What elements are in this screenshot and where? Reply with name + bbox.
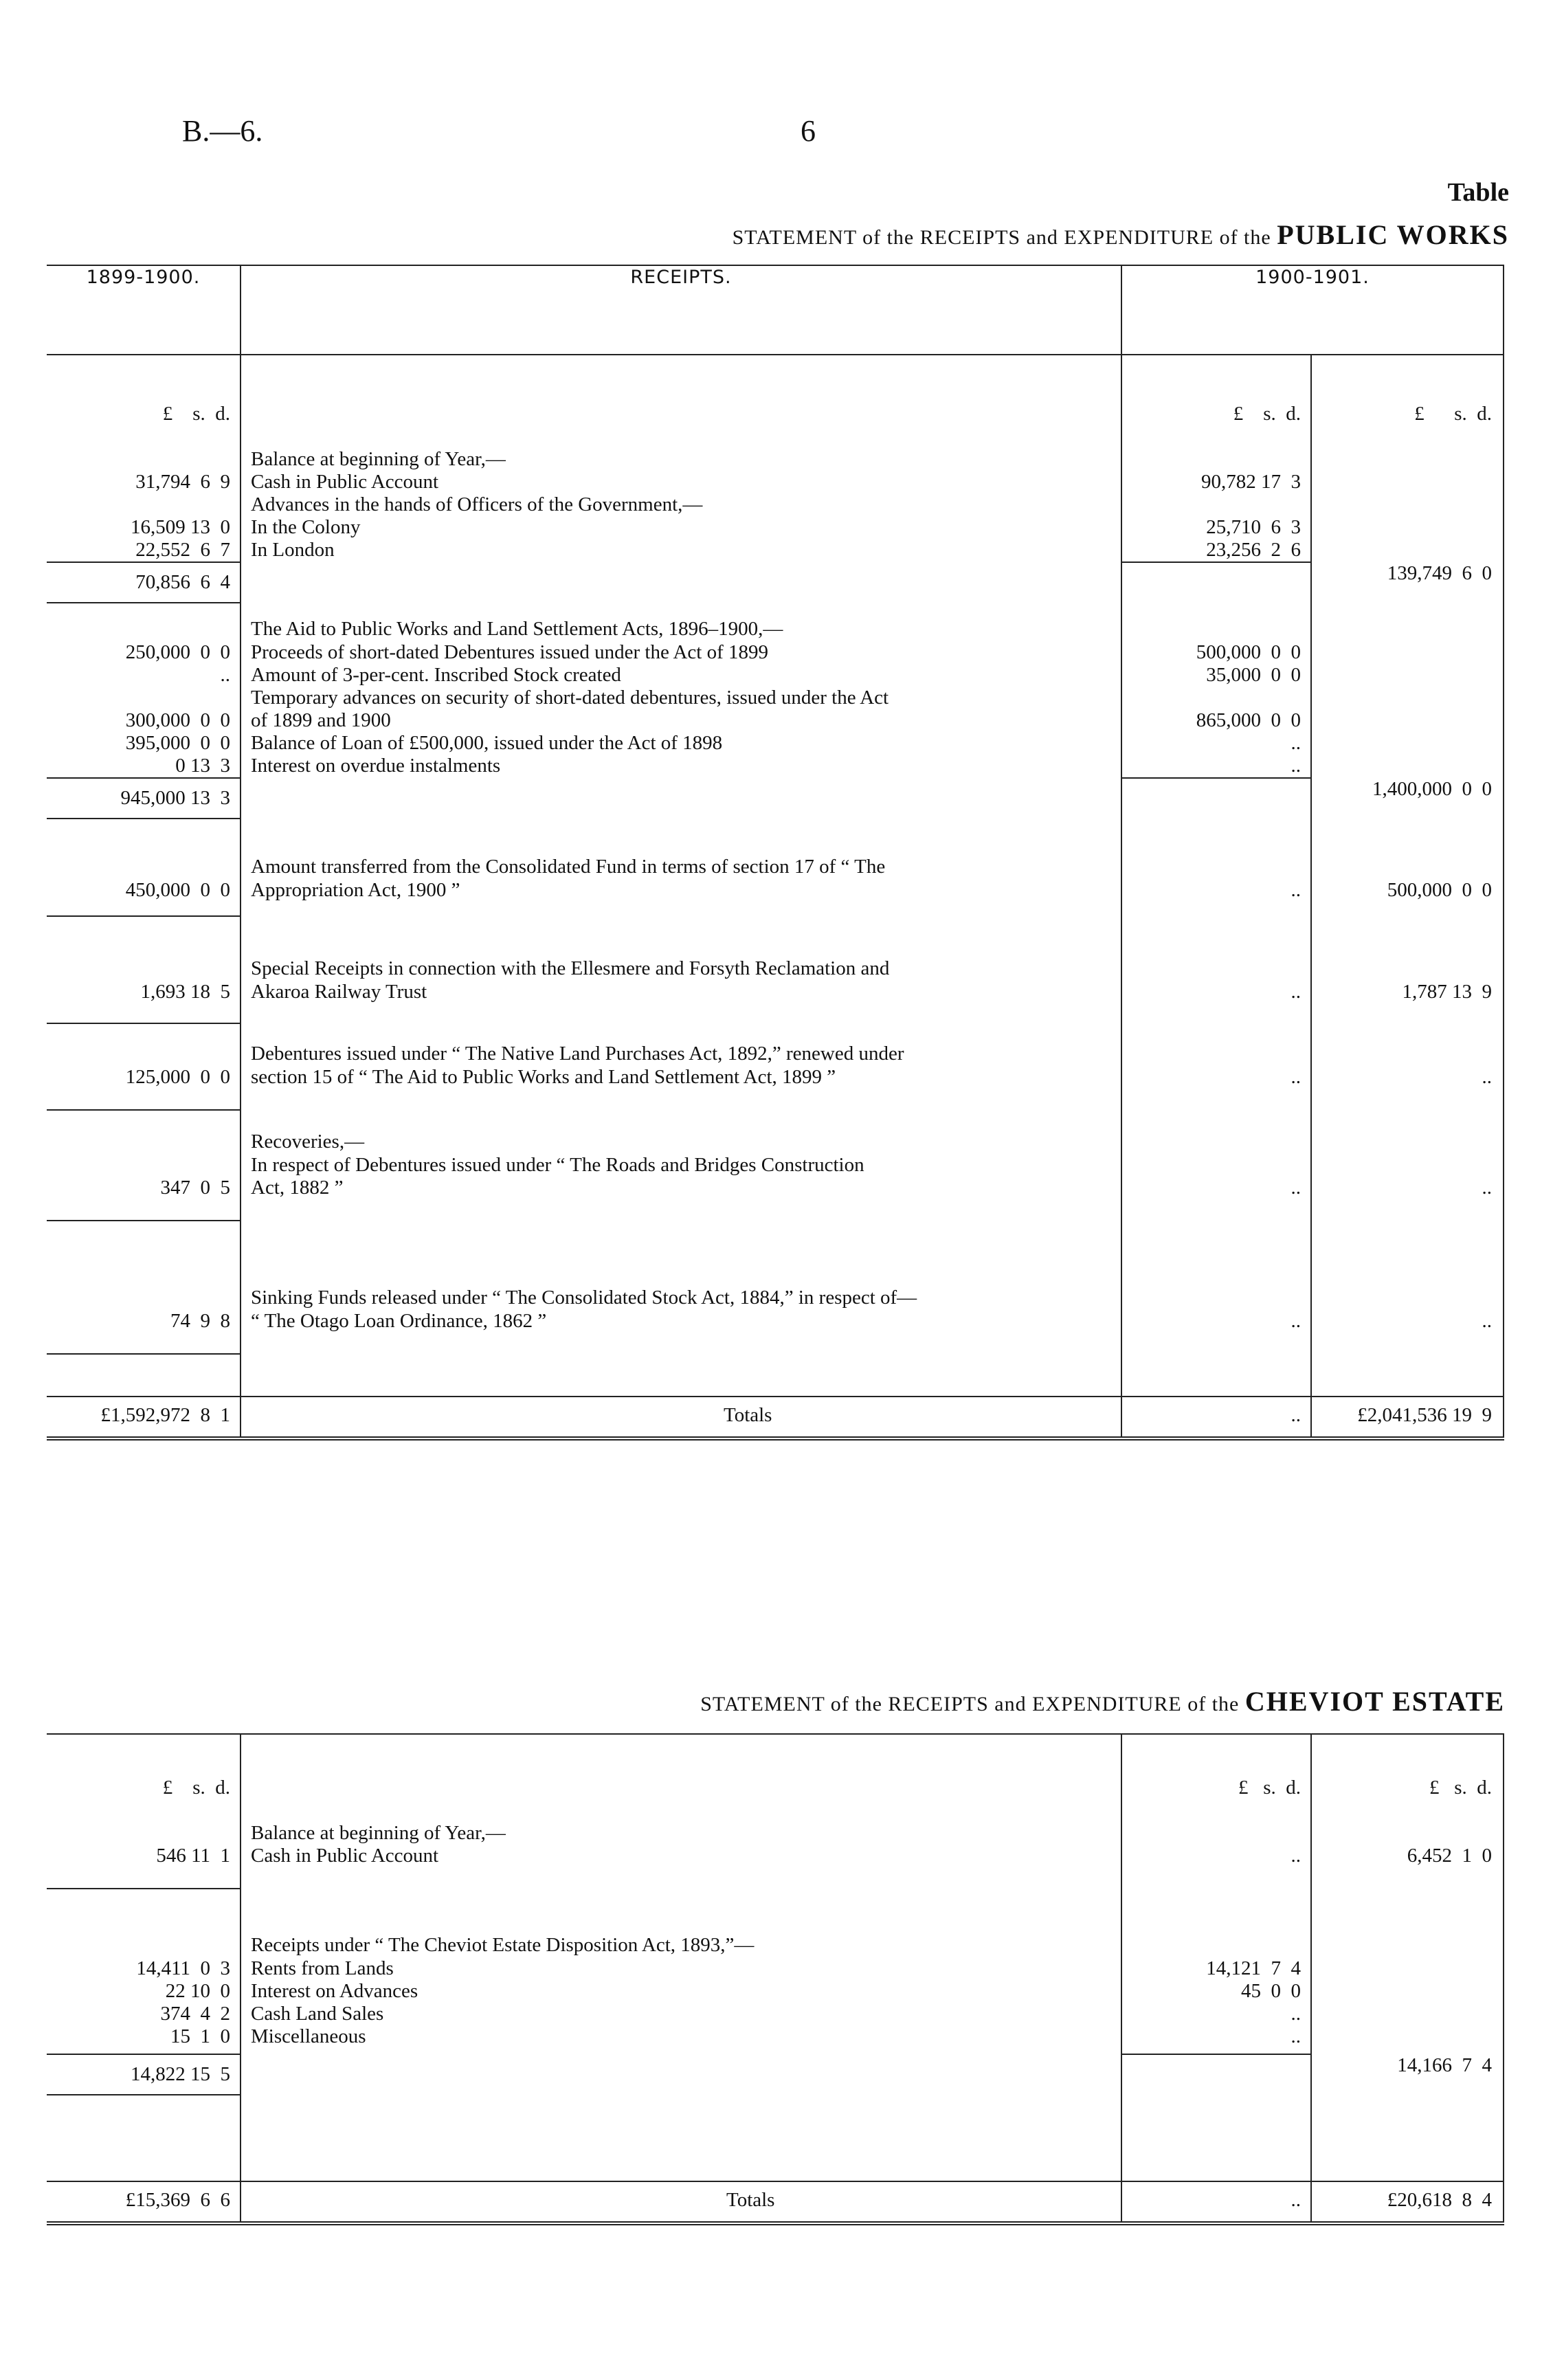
table-row: Special Receipts in connection with the Ellesmere and Forsyth Reclamation and [47, 916, 1504, 981]
table-row: Debentures issued under “ The Native Land Purchases Act, 1892,” renewed under [47, 1023, 1504, 1066]
col-curr-year: 1900-1901. [1121, 265, 1504, 355]
subtotal-row: 14,822 15 5 14,166 7 4 [47, 2054, 1504, 2095]
table-row: Balance at beginning of Year,— [47, 1822, 1504, 1845]
subtotal-row: 70,856 6 4 139,749 6 0 [47, 562, 1504, 603]
table-row: Receipts under “ The Cheviot Estate Disposition Act, 1893,”— [47, 1889, 1504, 1957]
table-row: Recoveries,— [47, 1110, 1504, 1154]
table-row: .. Amount of 3-per-cent. Inscribed Stock created 35,000 0 0 [47, 664, 1504, 687]
table-row: Balance at beginning of Year,— [47, 448, 1504, 471]
table-row: 450,000 0 0 Appropriation Act, 1900 ” .. 500,000 0 0 [47, 879, 1504, 916]
table-row: 0 13 3 Interest on overdue instalments .. [47, 755, 1504, 778]
spacer-row [47, 1354, 1504, 1397]
table-row: 15 1 0 Miscellaneous .. [47, 2025, 1504, 2054]
table-row: The Aid to Public Works and Land Settlement Acts, 1896–1900,— [47, 603, 1504, 641]
table-row: 395,000 0 0 Balance of Loan of £500,000, issued under the Act of 1898 .. [47, 732, 1504, 755]
public-works-receipts-table [47, 265, 1504, 1441]
totals-row: £15,369 6 6 Totals .. £20,618 8 4 [47, 2181, 1504, 2223]
table-row: 546 11 1 Cash in Public Account .. 6,452 1 0 [47, 1845, 1504, 1889]
table-row: 16,509 13 0 In the Colony 25,710 6 3 [47, 516, 1504, 539]
col-receipts: RECEIPTS. [241, 265, 1121, 355]
subtotal-row: 945,000 13 3 1,400,000 0 0 [47, 778, 1504, 819]
table-row: Sinking Funds released under “ The Consolidated Stock Act, 1884,” in respect of— [47, 1221, 1504, 1310]
table-row: Amount transferred from the Consolidated Fund in terms of section 17 of “ The [47, 819, 1504, 879]
totals-row: £1,592,972 8 1 Totals .. £2,041,536 19 9 [47, 1397, 1504, 1438]
table-row: 1,693 18 5 Akaroa Railway Trust .. 1,787 13 9 [47, 981, 1504, 1023]
spacer-row [47, 2095, 1504, 2181]
cheviot-estate-receipts-table [47, 1733, 1504, 2225]
currency-row: £ s. d. £ s. d. £ s. d. [47, 1734, 1504, 1822]
col-prev-year: 1899-1900. [47, 265, 241, 355]
table-label: Table [1447, 178, 1509, 207]
currency-row: £ s. d. £ s. d. £ s. d. [47, 355, 1504, 448]
page-number: 6 [801, 114, 816, 148]
table-row: 347 0 5 Act, 1882 ” .. .. [47, 1177, 1504, 1221]
table-row: In respect of Debentures issued under “ The Roads and Bridges Construction [47, 1154, 1504, 1177]
table-row: 31,794 6 9 Cash in Public Account 90,782 17 3 [47, 471, 1504, 493]
table-row: 374 4 2 Cash Land Sales .. [47, 2003, 1504, 2025]
statement-title-public-works: STATEMENT of the RECEIPTS and EXPENDITURE of the PUBLIC WORKS [732, 219, 1509, 250]
table-row: Temporary advances on security of short-dated debentures, issued under the Act [47, 687, 1504, 709]
statement-title-cheviot-estate: STATEMENT of the RECEIPTS and EXPENDITURE of the CHEVIOT ESTATE [700, 1686, 1505, 1717]
table-row: Advances in the hands of Officers of the Government,— [47, 493, 1504, 516]
table-row: 74 9 8 “ The Otago Loan Ordinance, 1862 ” .. .. [47, 1310, 1504, 1354]
table-row: 300,000 0 0 of 1899 and 1900 865,000 0 0 [47, 709, 1504, 732]
table-row: 250,000 0 0 Proceeds of short-dated Debentures issued under the Act of 1899 500,000 0 0 [47, 641, 1504, 664]
table-header-row [47, 265, 1504, 355]
page-ref: B.—6. [182, 114, 263, 148]
table-row: 125,000 0 0 section 15 of “ The Aid to Public Works and Land Settlement Act, 1899 ” .. .. [47, 1066, 1504, 1110]
table-row: 22,552 6 7 In London 23,256 2 6 [47, 539, 1504, 562]
table-row: 22 10 0 Interest on Advances 45 0 0 [47, 1980, 1504, 2003]
table-row: 14,411 0 3 Rents from Lands 14,121 7 4 [47, 1957, 1504, 1980]
